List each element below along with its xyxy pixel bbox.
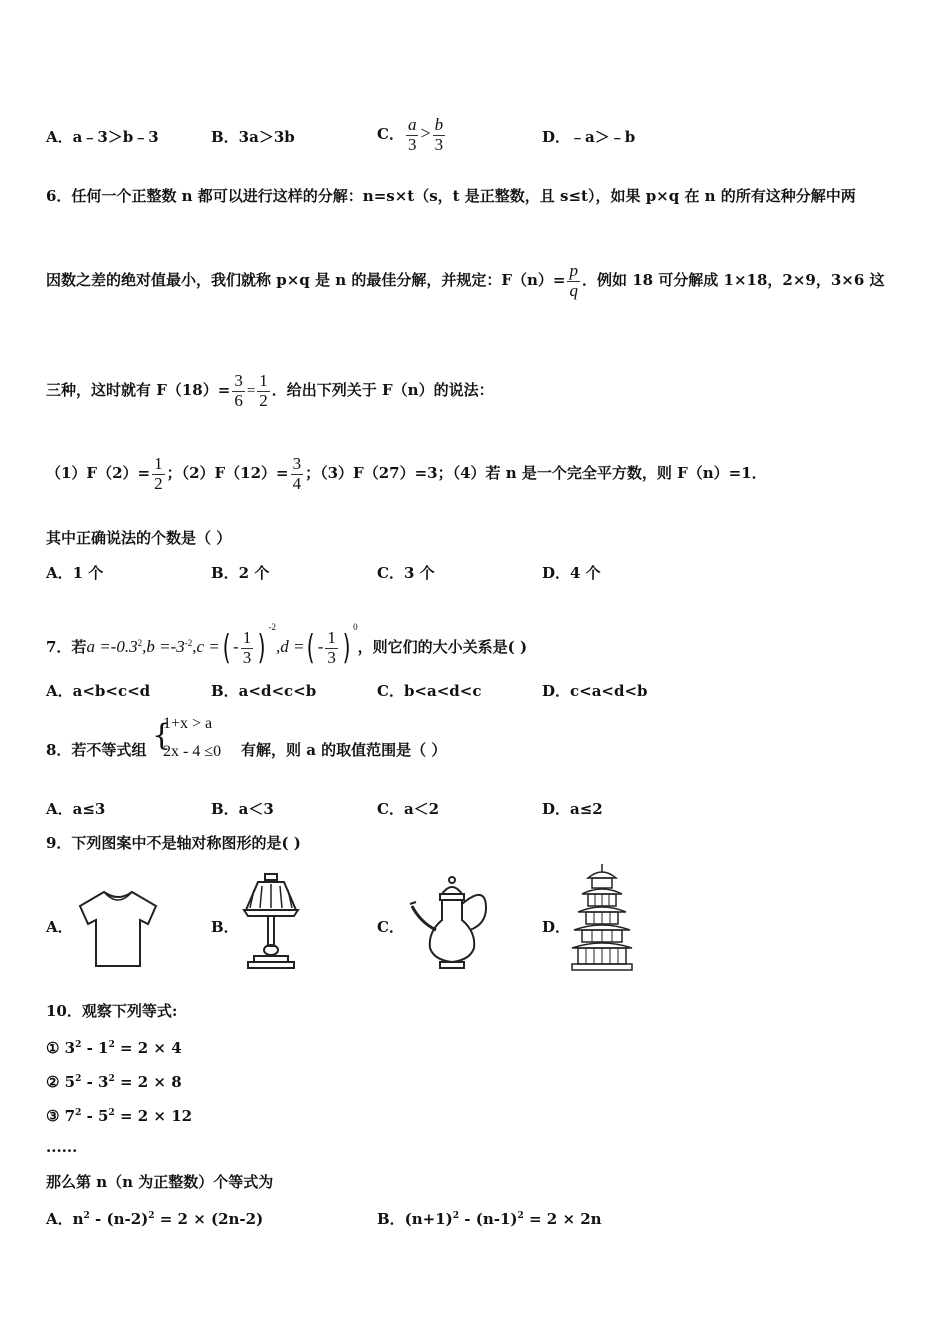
q5-frac-a3-num: a [407, 114, 417, 134]
q8-option-b: B．a＜3 [211, 800, 274, 818]
q6-frac-3-4-den: 4 [292, 473, 302, 493]
q7-frac-c [241, 629, 254, 667]
q6-option-a: A．1 个 [46, 564, 104, 582]
q8-option-a: A．a≤3 [46, 800, 106, 818]
q7-option-d: D．c<a<d<b [542, 682, 648, 700]
lamp-figure [240, 872, 302, 972]
q7-line [46, 598, 527, 677]
tshirt-figure [76, 888, 160, 970]
q7-paren-close-c: ) [257, 628, 266, 668]
q6-frac-1-2b-num: 1 [154, 453, 163, 473]
q10-a-sup2: 2 [148, 1211, 155, 1221]
q10-eq2 [46, 1069, 182, 1092]
q10-eq1-sup2: 2 [108, 1040, 115, 1050]
q10-eq3-c: = 2 × 12 [114, 1107, 193, 1125]
q6-frac-pq [567, 262, 580, 300]
q8-ineq2: 2x - 4 ≤0 [163, 743, 222, 760]
q10-eq1-sup1: 2 [75, 1040, 82, 1050]
q9-option-d: D． [542, 918, 571, 936]
q9-option-a: A． [46, 918, 73, 936]
q6-line2-tail: ．例如 18 可分解成 1×18，2×9，3×6 这 [581, 271, 885, 289]
q6-option-b: B．2 个 [211, 564, 270, 582]
q6-line3-text: 三种，这时就有 F（18）= [46, 381, 231, 399]
q7-expr-c: ,c = [192, 637, 220, 656]
q6-frac-1-2b-den: 2 [154, 473, 163, 493]
q6-equals: = [246, 383, 256, 399]
q10-b-sup2: 2 [517, 1211, 524, 1221]
q10-eq1-a: ① 3 [46, 1039, 76, 1057]
q5-gt-sign: > [420, 123, 431, 143]
q5-option-d: D．﹣a＞﹣b [542, 128, 636, 146]
q9-option-b: B． [211, 918, 239, 936]
q6-frac-3-6 [232, 372, 245, 410]
q10-eq3-b: - 5 [81, 1107, 109, 1125]
q10-eq3 [46, 1103, 192, 1126]
q10-b-3: = 2 × 2n [523, 1210, 602, 1228]
q5-option-c [377, 108, 447, 159]
q7-expr-d: ,d = [275, 637, 305, 656]
q6-stmt3-4: ；（3）F（27）=3；（4）若 n 是一个完全平方数，则 F（n）=1． [305, 464, 767, 482]
q7-exp-a: 2 [137, 638, 143, 648]
q7-paren-open-c: ( [222, 628, 231, 668]
q5-option-b: B．3a＞3b [211, 128, 295, 146]
q5-option-a: A．a﹣3＞b﹣3 [46, 128, 159, 146]
q7-suffix: ，则它们的大小关系是( ) [357, 638, 528, 656]
q10-eq3-a: ③ 7 [46, 1107, 76, 1125]
q10-eq1 [46, 1035, 182, 1058]
q7-frac-d-den: 3 [327, 647, 336, 667]
q10-eq2-sup1: 2 [75, 1074, 82, 1084]
q5-frac-a3-den: 3 [407, 134, 417, 154]
q7-frac-c-den: 3 [242, 647, 252, 667]
q5-frac-b3-den: 3 [434, 134, 444, 154]
q10-b-sup1: 2 [452, 1211, 460, 1221]
q6-stmt2: ；（2）F（12）= [166, 464, 289, 482]
q6-frac-pq-den: q [569, 280, 578, 300]
q10-option-a [46, 1206, 263, 1229]
q9-question: 9．下列图案中不是轴对称图形的是( ) [46, 834, 301, 852]
q6-line2 [46, 252, 885, 308]
q6-line1: 6．任何一个正整数 n 都可以进行这样的分解：n=s×t（s，t 是正整数，且 s≤t），如果 p×q 在 n 的所有这种分解中两 [46, 187, 856, 205]
q7-option-a: A．a<b<c<d [46, 682, 151, 700]
q10-b-1: B．(n+1) [377, 1210, 453, 1228]
q7-exp-c: -2 [268, 622, 276, 632]
q6-line4 [46, 445, 767, 501]
q5-option-c-label: C． [377, 125, 404, 143]
q10-a-sup1: 2 [83, 1211, 90, 1221]
q6-question: 其中正确说法的个数是（ ） [46, 529, 232, 547]
q7-frac-d-num: 1 [327, 627, 336, 647]
q6-stmt1: （1）F（2）= [46, 464, 151, 482]
q10-ask: 那么第 n（n 为正整数）个等式为 [46, 1173, 274, 1191]
q10-eq2-c: = 2 × 8 [114, 1073, 182, 1091]
pagoda-figure [570, 864, 634, 972]
q6-option-c: C．3 个 [377, 564, 435, 582]
q7-expr-b: ,b =-3 [142, 637, 185, 656]
q6-frac-3-4 [291, 455, 304, 493]
q8-prefix: 8．若不等式组 [46, 741, 147, 759]
q5-frac-b3 [433, 116, 446, 154]
q6-frac-1-2b [152, 455, 165, 493]
q6-line3 [46, 362, 494, 419]
q6-frac-3-6-num: 3 [234, 370, 243, 390]
q8-option-c: C．a＜2 [377, 800, 440, 818]
q7-frac-d [325, 629, 338, 667]
q10-a-3: = 2 × (2n-2) [154, 1210, 264, 1228]
q10-eq1-b: - 1 [81, 1039, 109, 1057]
q6-line2-text: 因数之差的绝对值最小，我们就称 p×q 是 n 的最佳分解，并规定：F（n）= [46, 271, 566, 289]
q6-frac-pq-num: p [569, 260, 578, 280]
q8-option-d: D．a≤2 [542, 800, 603, 818]
q7-exp-b: -2 [184, 638, 193, 648]
q10-eq2-a: ② 5 [46, 1073, 76, 1091]
q10-eq3-sup2: 2 [108, 1108, 115, 1118]
q6-frac-3-6-den: 6 [234, 390, 243, 410]
q5-frac-a3 [406, 116, 419, 154]
q10-eq3-sup1: 2 [75, 1108, 82, 1118]
q8-suffix: 有解，则 a 的取值范围是（ ） [241, 741, 447, 759]
q10-eq2-b: - 3 [81, 1073, 109, 1091]
q10-a-2: - (n-2) [89, 1210, 149, 1228]
q10-eq1-c: = 2 × 4 [114, 1039, 182, 1057]
q8-brace: { [152, 718, 172, 753]
q7-frac-c-num: 1 [242, 627, 252, 647]
q7-expr-a: a =-0.3 [86, 637, 138, 656]
q8-ineq1: 1+x > a [163, 715, 213, 732]
q6-frac-1-2 [257, 372, 270, 410]
q7-minus-c: - [233, 637, 239, 656]
q10-b-2: - (n-1) [459, 1210, 518, 1228]
q7-option-b: B．a<d<c<b [211, 682, 317, 700]
q10-question: 10．观察下列等式: [46, 1002, 178, 1020]
q6-frac-3-4-num: 3 [292, 453, 302, 473]
q7-minus-d: - [317, 637, 324, 656]
q10-ellipsis: ...... [46, 1138, 78, 1156]
q7-paren-close-d: ) [342, 628, 351, 668]
q6-line3-tail: ．给出下列关于 F（n）的说法： [271, 381, 494, 399]
q7-exp-d: 0 [353, 622, 358, 632]
q6-frac-1-2-den: 2 [259, 390, 268, 410]
q5-frac-b3-num: b [434, 114, 444, 134]
teapot-figure [406, 874, 494, 972]
q7-option-c: C．b<a<d<c [377, 682, 482, 700]
q10-option-b [377, 1206, 602, 1229]
q6-frac-1-2-num: 1 [259, 370, 268, 390]
q6-option-d: D．4 个 [542, 564, 601, 582]
q9-option-c: C． [377, 918, 404, 936]
q10-a-1: A．n [46, 1210, 84, 1228]
q10-eq2-sup2: 2 [108, 1074, 115, 1084]
q7-prefix: 7．若 [46, 638, 87, 656]
q7-paren-open-d: ( [307, 628, 316, 668]
